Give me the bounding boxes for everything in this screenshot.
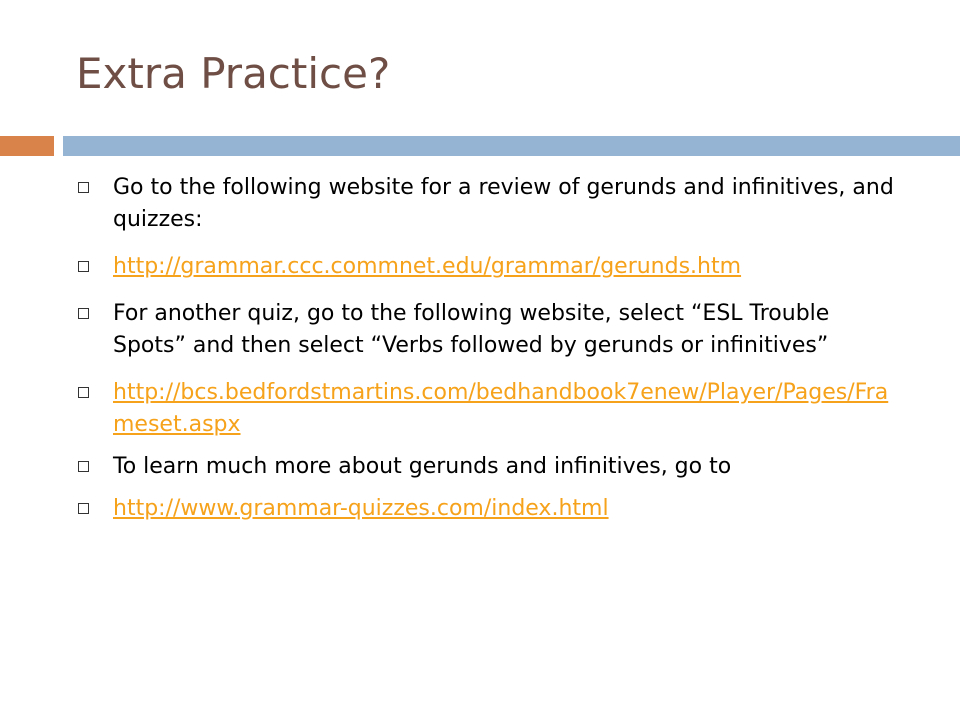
bullet-list (78, 172, 908, 540)
bedford-quiz-link[interactable]: http://bcs.bedfordstmartins.com/bedhandbook7enew/Player/Pages/Frameset.aspx (113, 380, 889, 437)
bullet-item-review-gerunds (78, 172, 908, 236)
square-bullet-icon (78, 387, 89, 398)
bullet-text: To learn much more about gerunds and infinitives, go to (113, 454, 732, 479)
square-bullet-icon (78, 503, 89, 514)
bullet-item-another-quiz (78, 298, 908, 362)
bullet-item-link-grammar-quizzes (78, 493, 908, 525)
bullet-item-link-commnet (78, 251, 908, 283)
bullet-item-learn-more (78, 451, 908, 483)
bullet-text: For another quiz, go to the following website, select “ESL Trouble Spots” and then select “Verbs followed by gerunds or infinitives” (113, 301, 830, 358)
square-bullet-icon (78, 308, 89, 319)
square-bullet-icon (78, 182, 89, 193)
title-accent-bar (0, 136, 54, 156)
commnet-gerunds-link[interactable]: http://grammar.ccc.commnet.edu/grammar/gerunds.htm (113, 254, 742, 279)
slide-title: Extra Practice? (76, 49, 391, 98)
bullet-item-link-bedford (78, 377, 908, 441)
title-divider-bar (63, 136, 960, 156)
bullet-text: Go to the following website for a review of gerunds and infinitives, and quizzes: (113, 175, 894, 232)
square-bullet-icon (78, 261, 89, 272)
square-bullet-icon (78, 461, 89, 472)
grammar-quizzes-link[interactable]: http://www.grammar-quizzes.com/index.html (113, 496, 609, 521)
